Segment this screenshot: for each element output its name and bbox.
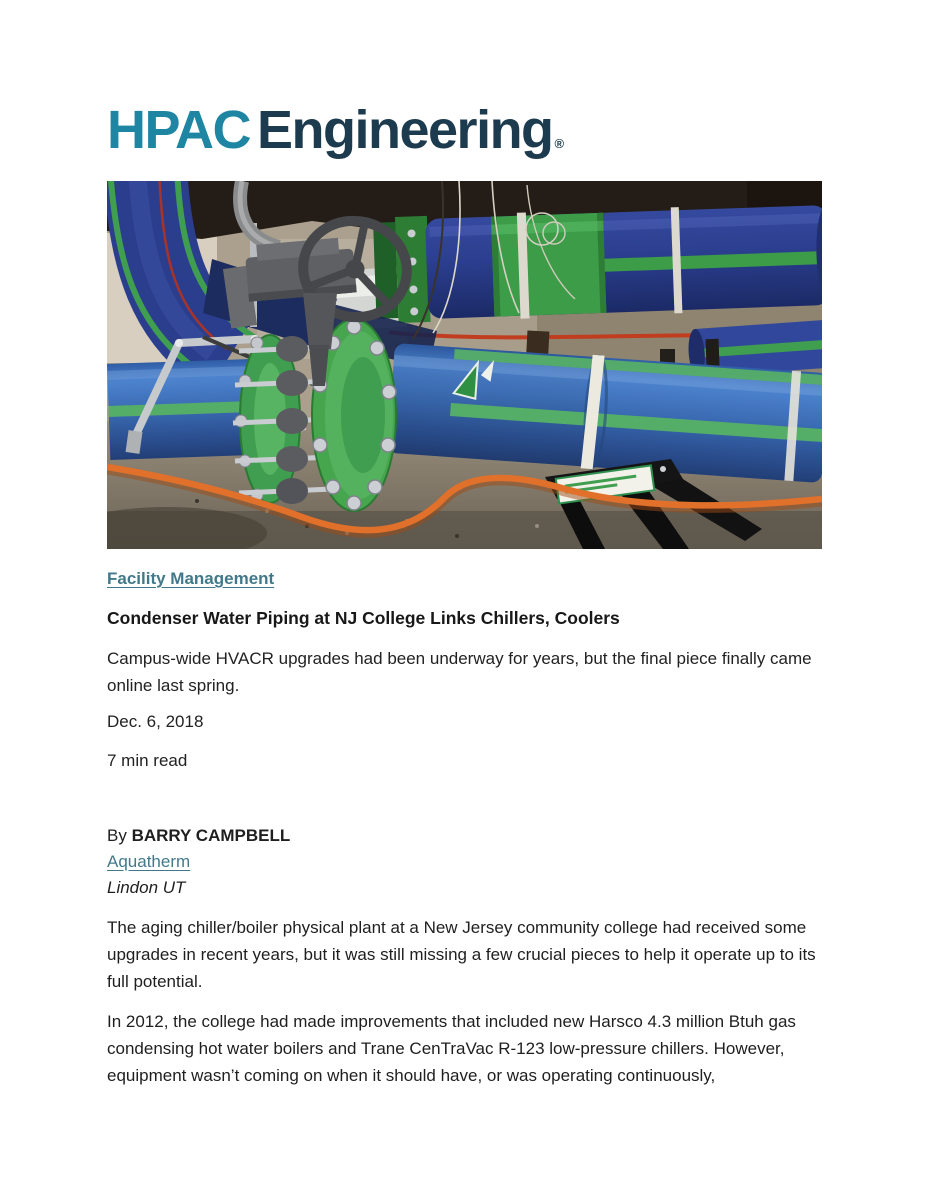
hpac-engineering-logo[interactable]: [107, 100, 565, 160]
article-summary: Campus-wide HVACR upgrades had been underway for years, but the final piece finally came online last spring.: [107, 649, 812, 695]
body-paragraph-2: In 2012, the college had made improvements that included new Harsco 4.3 million Btuh gas condensing hot water boilers and Trane CenTraVac R-123 low-pressure chillers. However, equipment wasn’t coming on when it should have, or was operating continuously,: [107, 1012, 796, 1085]
author-location: Lindon UT: [107, 878, 186, 897]
by-label: By: [107, 826, 132, 845]
byline: [107, 823, 817, 901]
byline-author-line: [107, 823, 817, 849]
registered-trademark-symbol: ®: [554, 136, 565, 151]
article-title: Condenser Water Piping at NJ College Links Chillers, Coolers: [107, 608, 620, 628]
section-link-facility-management[interactable]: Facility Management: [107, 569, 275, 588]
read-time: 7 min read: [107, 751, 188, 770]
body-paragraph-1: The aging chiller/boiler physical plant at a New Jersey community college had received some upgrades in recent years, but it was still missing a few crucial pieces to help it operate up to its full potential.: [107, 918, 816, 991]
logo-engineering-text: Engineering: [257, 100, 553, 160]
author-name: BARRY CAMPBELL: [131, 826, 291, 845]
hero-image: [107, 181, 822, 549]
logo-hpac-text: HPAC: [107, 100, 251, 160]
publish-date: Dec. 6, 2018: [107, 712, 204, 731]
company-link-aquatherm[interactable]: Aquatherm: [107, 852, 191, 871]
